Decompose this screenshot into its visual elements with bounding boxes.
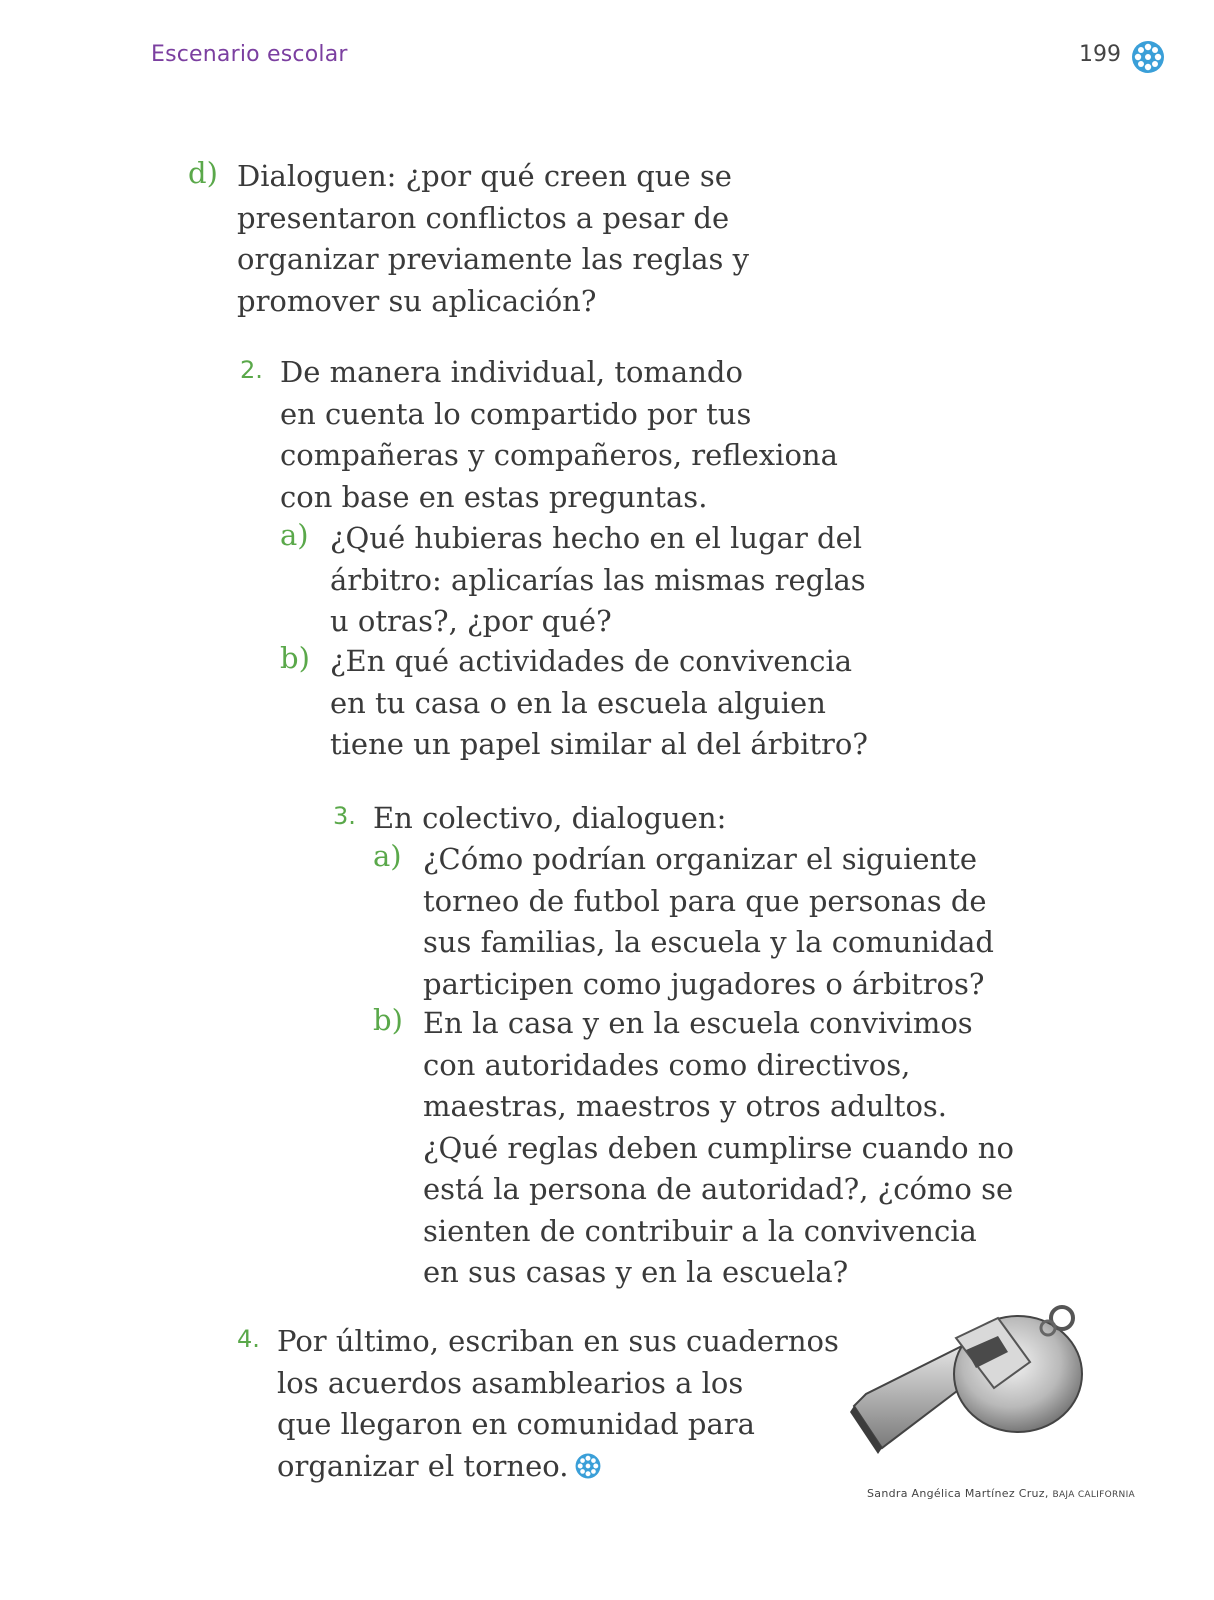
text-line-final: organizar el torneo. (277, 1448, 569, 1483)
text-line: ¿Cómo podrían organizar el siguiente (423, 842, 978, 876)
text-line: En colectivo, dialoguen: (373, 801, 727, 835)
text-line: Por último, escriban en sus cuadernos (277, 1324, 839, 1358)
item-3a-marker: a) (373, 839, 402, 873)
text-line: los acuerdos asamblearios a los (277, 1365, 744, 1400)
item-3-number: 3. (333, 802, 356, 830)
text-line: En la casa y en la escuela convivimos (423, 1006, 973, 1040)
text-line (277, 1446, 839, 1488)
item-4-number: 4. (237, 1325, 260, 1353)
illustration-credit (867, 1487, 1135, 1500)
text-line: promover su aplicación? (237, 283, 597, 318)
text-line: maestras, maestros y otros adultos. (423, 1089, 948, 1123)
text-line: presentaron conflictos a pesar de (237, 200, 730, 235)
item-3b-text (423, 1003, 1014, 1294)
text-line: ¿Qué reglas deben cumplirse cuando no (423, 1130, 1014, 1165)
page-number: 199 (1079, 42, 1121, 67)
text-line: tiene un papel similar al del árbitro? (330, 727, 868, 761)
text-line: De manera individual, tomando (280, 355, 743, 389)
text-line: en tu casa o en la escuela alguien (330, 685, 826, 720)
item-2a-marker: a) (280, 518, 309, 552)
text-line: árbitro: aplicarías las mismas reglas (330, 562, 866, 597)
item-2b-marker: b) (280, 641, 310, 675)
text-line: organizar previamente las reglas y (237, 242, 749, 276)
flower-emblem-icon (1130, 39, 1166, 75)
item-3-text (373, 798, 726, 840)
text-line: torneo de futbol para que personas de (423, 883, 987, 918)
text-line: con autoridades como directivos, (423, 1047, 911, 1082)
text-line: compañeras y compañeros, reflexiona (280, 438, 838, 472)
text-line: está la persona de autoridad?, ¿cómo se (423, 1172, 1014, 1206)
credit-place: BAJA CALIFORNIA (1052, 1490, 1135, 1500)
text-line: en cuenta lo compartido por tus (280, 396, 752, 431)
item-2a-text (330, 518, 866, 643)
credit-name: Sandra Angélica Martínez Cruz, (867, 1487, 1049, 1500)
text-line: Dialoguen: ¿por qué creen que se (237, 159, 732, 193)
flower-emblem-icon (574, 1452, 602, 1480)
text-line: sienten de contribuir a la convivencia (423, 1213, 977, 1248)
text-line: ¿En qué actividades de convivencia (330, 644, 853, 678)
item-2b-text (330, 641, 868, 766)
text-line: participen como jugadores o árbitros? (423, 966, 985, 1001)
text-line: ¿Qué hubieras hecho en el lugar del (330, 521, 863, 555)
item-3b-marker: b) (373, 1003, 403, 1037)
text-line: sus familias, la escuela y la comunidad (423, 925, 994, 959)
item-3a-text (423, 839, 994, 1005)
text-line: que llegaron en comunidad para (277, 1407, 755, 1441)
text-line: con base en estas preguntas. (280, 479, 708, 514)
whistle-illustration (848, 1302, 1104, 1462)
item-d-text (237, 156, 749, 322)
section-title: Escenario escolar (151, 42, 348, 67)
item-2-number: 2. (240, 356, 263, 384)
text-line: u otras?, ¿por qué? (330, 604, 612, 638)
item-4-text (277, 1321, 839, 1487)
item-2-text (280, 352, 838, 518)
item-d-marker: d) (188, 156, 218, 190)
text-line: en sus casas y en la escuela? (423, 1255, 849, 1289)
